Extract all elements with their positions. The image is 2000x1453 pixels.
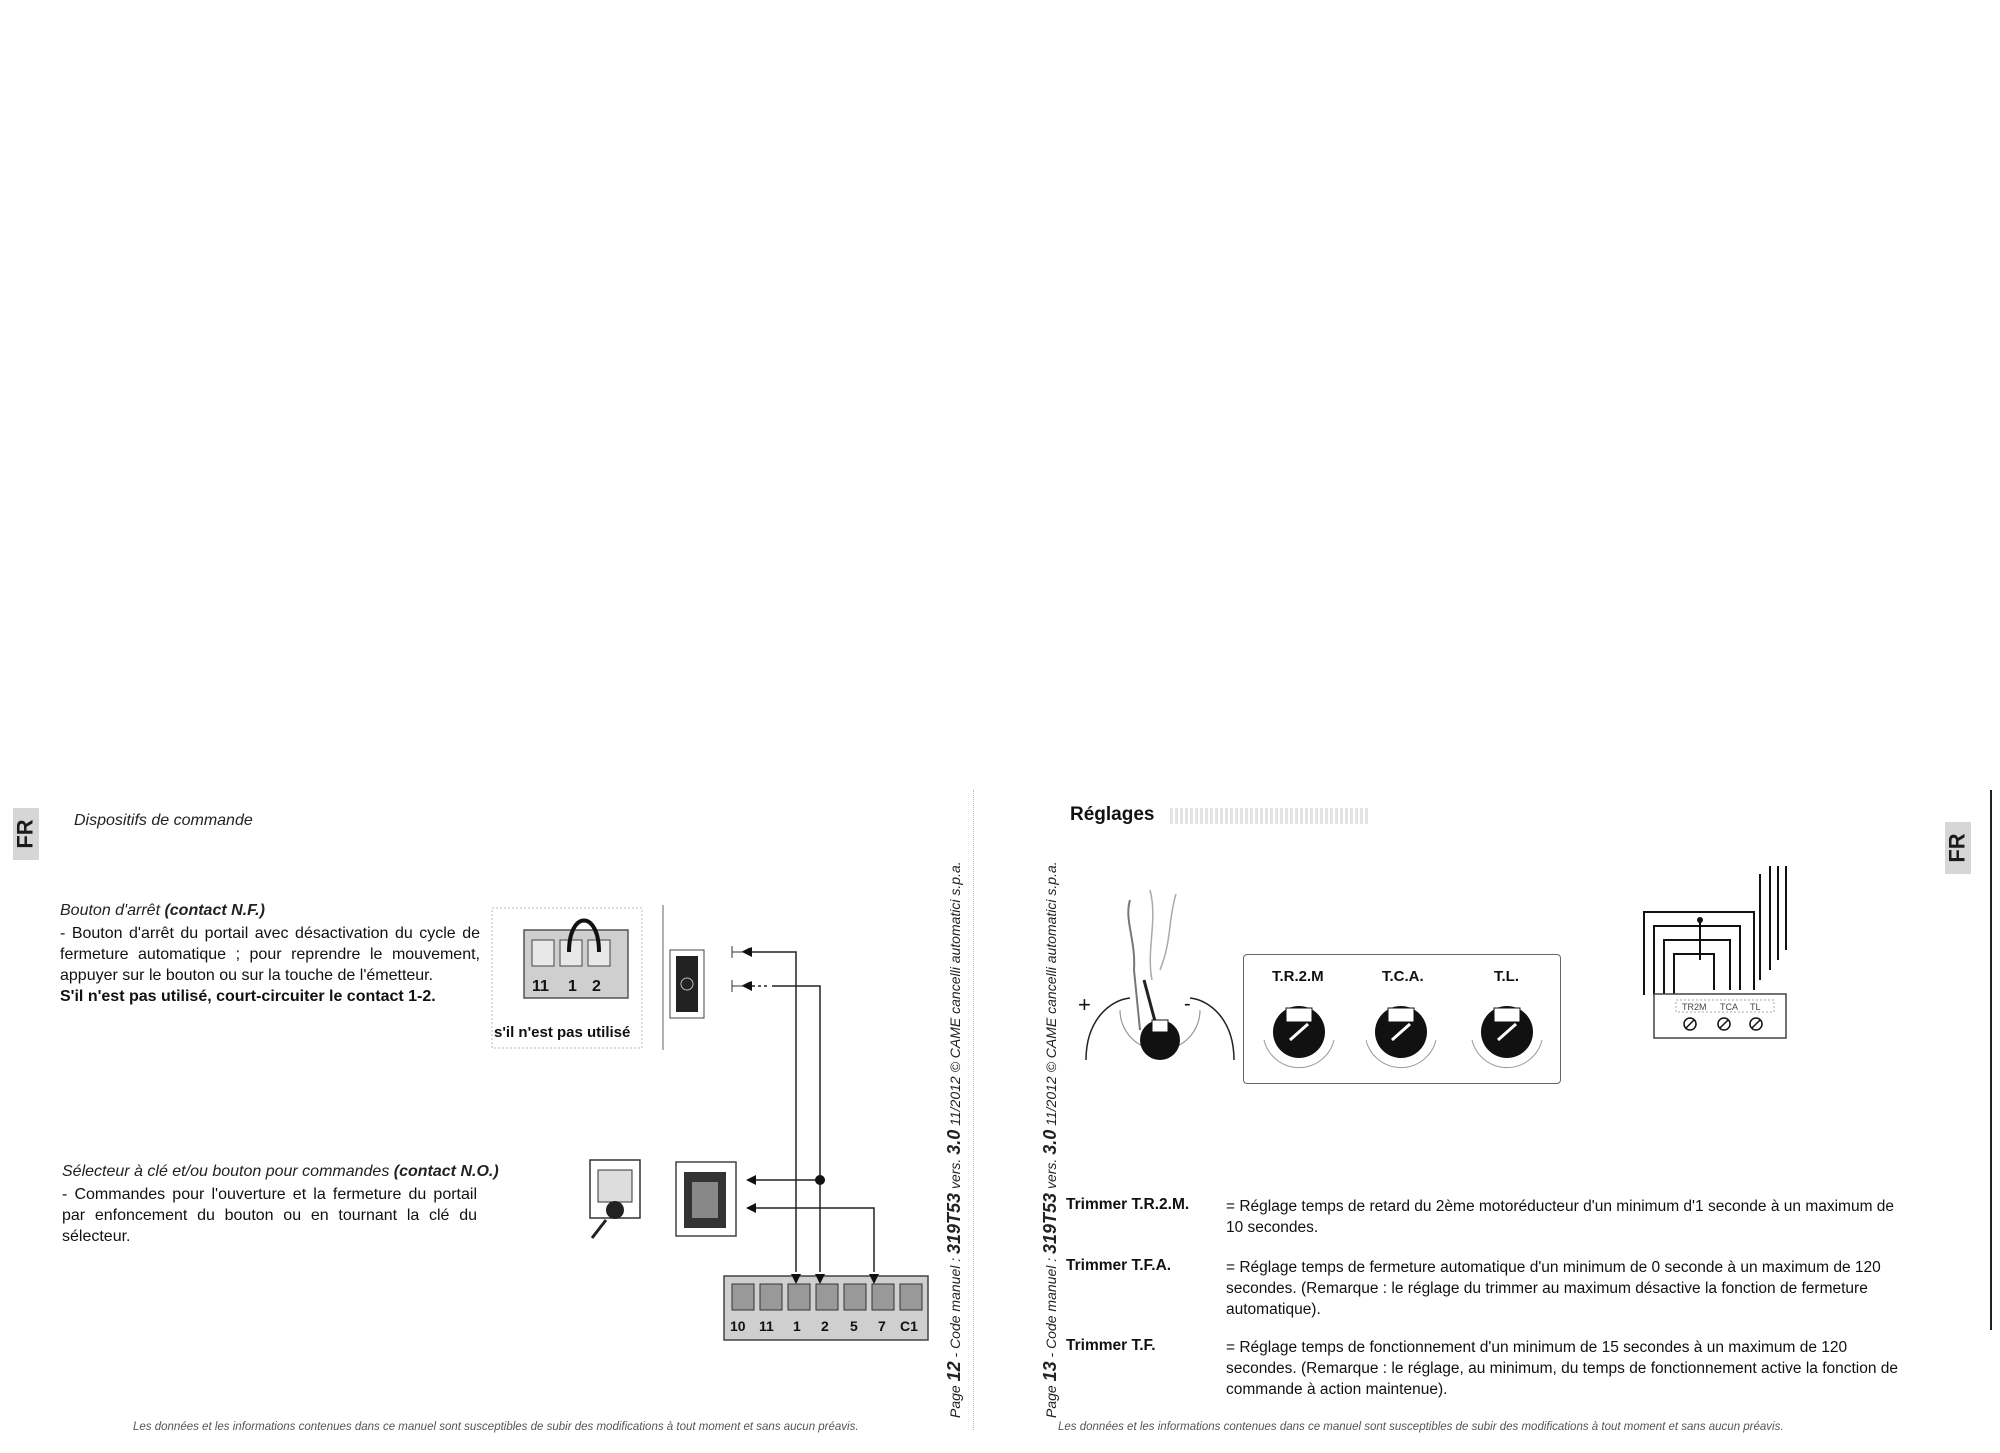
stop-button-face bbox=[676, 956, 698, 1012]
left-page-label: Page bbox=[947, 1381, 963, 1418]
jumper-terminal-label-1: 1 bbox=[568, 978, 577, 995]
trimmer-desc-tfa: = Réglage temps de fermeture automatique d'un minimum de 0 seconde à un maximum de 120 secondes. (Remarque : le réglage du trimmer au maximum désactive la fonction de fermeture automatique). bbox=[1226, 1259, 1881, 1318]
left-side-rest: 11/2012 © CAME cancelli automatici s.p.a. bbox=[947, 861, 963, 1130]
screwdriver-diagram bbox=[1060, 880, 1240, 1100]
trimmer-label-tca: T.C.A. bbox=[1382, 968, 1424, 985]
left-page-number: 12 bbox=[944, 1361, 964, 1382]
minus-arrow bbox=[1190, 998, 1234, 1060]
terminal-slot bbox=[788, 1284, 810, 1310]
trimmer-slot bbox=[1152, 1020, 1168, 1032]
hand-outline bbox=[1128, 900, 1140, 1030]
right-vers-label: vers. bbox=[1043, 1154, 1059, 1193]
open-button-knob bbox=[692, 1182, 718, 1218]
language-tab-left bbox=[13, 808, 39, 860]
language-tab-label: FR bbox=[1945, 833, 1971, 863]
jumper-terminal-label-2: 2 bbox=[592, 978, 601, 995]
right-page-number: 13 bbox=[1040, 1361, 1060, 1382]
language-tab-right bbox=[1945, 822, 1971, 874]
trimmer-knob-tl bbox=[1472, 1006, 1542, 1068]
arrow-head bbox=[746, 1203, 756, 1213]
wire-open-2 bbox=[756, 1208, 874, 1272]
left-side-note bbox=[944, 861, 965, 1418]
arrow-head bbox=[742, 981, 752, 991]
language-tab-label: FR bbox=[13, 819, 39, 849]
stop-button-note: S'il n'est pas utilisé, court-circuiter le contact 1-2. bbox=[60, 988, 436, 1005]
plus-arrow bbox=[1086, 998, 1130, 1060]
key-icon bbox=[606, 1201, 624, 1219]
terminal-slot bbox=[732, 1284, 754, 1310]
jumper-terminal-slot bbox=[532, 940, 554, 966]
stop-button-description bbox=[60, 923, 480, 1007]
terminal-label-2: 2 bbox=[821, 1318, 829, 1334]
board-label-tca: TCA bbox=[1720, 1002, 1738, 1012]
right-side-note bbox=[1040, 861, 1061, 1418]
stop-button-title bbox=[60, 902, 265, 920]
terminal-slot bbox=[872, 1284, 894, 1310]
board-label-tr2m: TR2M bbox=[1682, 1002, 1707, 1012]
reglages-heading: Réglages bbox=[1070, 804, 1155, 825]
left-vers-label: vers. bbox=[947, 1154, 963, 1193]
terminal-slot bbox=[844, 1284, 866, 1310]
stop-button-contact: (contact N.F.) bbox=[164, 902, 265, 919]
key-selector-title bbox=[62, 1163, 499, 1181]
trimmer-label-tr2m: T.R.2.M bbox=[1272, 968, 1324, 985]
trimmer-name-tr2m: Trimmer T.R.2.M. bbox=[1066, 1196, 1190, 1213]
trimmer-knob-tca bbox=[1366, 1006, 1436, 1068]
minus-label: - bbox=[1184, 993, 1191, 1015]
right-code: 319T53 bbox=[1040, 1192, 1060, 1254]
trimmer-name-tfa: Trimmer T.F.A. bbox=[1066, 1257, 1172, 1274]
left-page-divider bbox=[973, 790, 974, 1430]
terminal-label-1: 1 bbox=[793, 1318, 801, 1334]
stop-button-text: - Bouton d'arrêt du portail avec désactivation du cycle de fermeture automatique ; pour reprendre le mouvement, appuyer sur le bouton ou sur la touche de l'émetteur. bbox=[60, 925, 480, 984]
right-side-rest: 11/2012 © CAME cancelli automatici s.p.a. bbox=[1043, 861, 1059, 1130]
plus-label: + bbox=[1078, 992, 1091, 1017]
terminal-label-c1: C1 bbox=[900, 1318, 918, 1334]
trimmer-desc-tr2m: = Réglage temps de retard du 2ème motoréducteur d'un minimum d'1 seconde à un maximum de 10 secondes. bbox=[1226, 1198, 1895, 1236]
terminal-slot bbox=[900, 1284, 922, 1310]
terminal-label-10: 10 bbox=[730, 1318, 746, 1334]
hand-outline bbox=[1160, 894, 1176, 970]
hand-outline bbox=[1150, 890, 1153, 980]
wire-junction bbox=[815, 1175, 825, 1185]
arrow-head bbox=[742, 947, 752, 957]
board-label-tl: TL bbox=[1750, 1002, 1761, 1012]
trimmer-label-tl: T.L. bbox=[1494, 968, 1519, 985]
terminal-label-5: 5 bbox=[850, 1318, 858, 1334]
terminal-slot bbox=[816, 1284, 838, 1310]
terminal-label-7: 7 bbox=[878, 1318, 886, 1334]
stop-button-title-prefix: Bouton d'arrêt bbox=[60, 902, 165, 919]
jumper-terminal-label-11: 11 bbox=[532, 978, 549, 995]
trimmer-desc-tf: = Réglage temps de fonctionnement d'un minimum de 15 secondes à un maximum de 120 secondes. (Remarque : le réglage, au minimum, du temps de fonctionnement active la fonction de commande à action maintenue). bbox=[1226, 1339, 1899, 1398]
left-code-label: - Code manuel : bbox=[947, 1253, 963, 1362]
board-diagram bbox=[1590, 860, 1890, 1080]
right-page-label: Page bbox=[1043, 1381, 1059, 1418]
right-footer-note: Les données et les informations contenues dans ce manuel sont susceptibles de subir des modifications à tout moment et sans aucun préavis. bbox=[1058, 1421, 1784, 1433]
faded-heading-area bbox=[1170, 808, 1370, 824]
key-selector-contact: (contact N.O.) bbox=[393, 1163, 499, 1180]
trimmer-knob-tr2m bbox=[1264, 1006, 1334, 1068]
terminal-label-11: 11 bbox=[759, 1318, 774, 1334]
trimmer-knobs bbox=[1250, 990, 1550, 1080]
left-code: 319T53 bbox=[944, 1192, 964, 1254]
board-outline bbox=[1654, 994, 1786, 1038]
right-version: 3.0 bbox=[1040, 1129, 1060, 1155]
terminal-slots bbox=[732, 1284, 922, 1310]
right-code-label: - Code manuel : bbox=[1043, 1253, 1059, 1362]
left-version: 3.0 bbox=[944, 1129, 964, 1155]
key-selector-description: - Commandes pour l'ouverture et la fermeture du portail par enfoncement du bouton ou en tournant la clé du sélecteur. bbox=[62, 1186, 477, 1245]
left-footer-note: Les données et les informations contenues dans ce manuel sont susceptibles de subir des modifications à tout moment et sans aucun préavis. bbox=[133, 1421, 859, 1433]
trimmer-name-tf: Trimmer T.F. bbox=[1066, 1337, 1156, 1354]
key-selector-face bbox=[598, 1170, 632, 1202]
jumper-caption: s'il n'est pas utilisé bbox=[494, 1024, 631, 1041]
right-edge-line bbox=[1990, 790, 1992, 1330]
wiring-diagram bbox=[480, 880, 940, 1400]
section-title: Dispositifs de commande bbox=[74, 812, 253, 829]
key-shaft bbox=[592, 1220, 606, 1238]
wire-stop-1 bbox=[752, 952, 796, 1272]
key-selector-title-prefix: Sélecteur à clé et/ou bouton pour commandes bbox=[62, 1163, 394, 1180]
terminal-slot bbox=[760, 1284, 782, 1310]
arrow-head bbox=[746, 1175, 756, 1185]
